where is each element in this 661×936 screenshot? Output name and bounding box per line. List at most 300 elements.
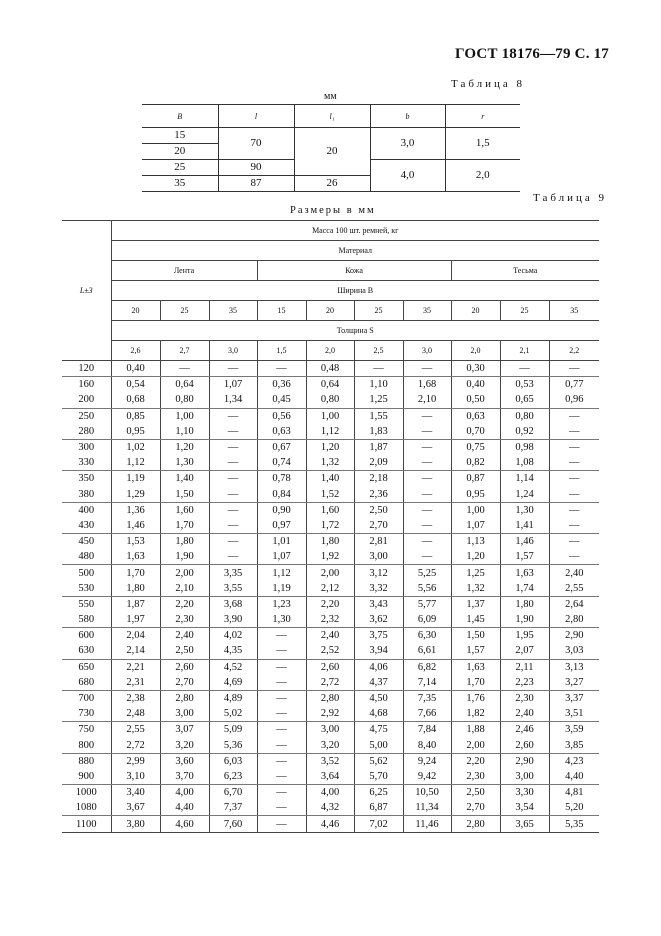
mass-cell: 2,60 — [500, 738, 549, 754]
mass-cell: 0,84 — [257, 487, 306, 503]
mass-cell: 1,63 — [111, 549, 160, 565]
length-cell: 380 — [62, 487, 111, 503]
mass-cell: 5,36 — [209, 738, 257, 754]
mass-cell: 1,14 — [500, 471, 549, 487]
mass-cell: 2,80 — [160, 690, 209, 706]
mass-cell: 1,88 — [451, 722, 500, 738]
mass-cell: 4,50 — [354, 690, 403, 706]
mass-cell: 1,57 — [500, 549, 549, 565]
mass-cell: 1,90 — [500, 612, 549, 628]
mass-cell: — — [354, 361, 403, 377]
table-row — [62, 722, 599, 738]
mass-cell: 2,18 — [354, 471, 403, 487]
mass-cell: 2,07 — [500, 643, 549, 659]
mass-cell: 6,87 — [354, 800, 403, 816]
mass-cell: 1,00 — [306, 408, 354, 424]
table-row — [62, 769, 599, 785]
mass-cell: 0,36 — [257, 377, 306, 393]
mass-cell: — — [209, 549, 257, 565]
thickness-value: 1,5 — [257, 341, 306, 361]
page-header: ГОСТ 18176—79 С. 17 — [455, 46, 609, 62]
length-cell: 880 — [78, 755, 95, 767]
length-cell: 650 — [78, 661, 95, 673]
mass-cell: 4,52 — [209, 659, 257, 675]
mass-cell: 5,20 — [549, 800, 599, 816]
mass-cell: 2,00 — [306, 565, 354, 581]
mass-cell: 1,40 — [160, 471, 209, 487]
mass-cell: 3,40 — [111, 785, 160, 801]
length-cell: 1000 — [75, 787, 97, 799]
mass-cell: 2,00 — [160, 565, 209, 581]
mass-cell: 6,09 — [403, 612, 451, 628]
mass-cell: 1,00 — [451, 502, 500, 518]
mass-cell: 5,35 — [549, 816, 599, 832]
table-row — [62, 361, 599, 377]
mass-cell: 1,70 — [111, 565, 160, 581]
mass-cell: 1,50 — [451, 628, 500, 644]
mass-cell: 0,70 — [451, 424, 500, 440]
mass-cell: 0,90 — [257, 502, 306, 518]
mass-cell: 11,46 — [403, 816, 451, 832]
mass-cell: 3,37 — [549, 690, 599, 706]
mass-cell: 0,68 — [111, 392, 160, 408]
table-row — [62, 612, 599, 628]
mass-cell: 1,07 — [209, 377, 257, 393]
mass-cell: 3,27 — [549, 675, 599, 691]
mass-cell: 2,09 — [354, 455, 403, 471]
mass-cell: 3,59 — [549, 722, 599, 738]
mass-cell: — — [549, 518, 599, 534]
mass-cell: 1,25 — [354, 392, 403, 408]
mass-cell: 2,20 — [306, 596, 354, 612]
mass-cell: 0,75 — [451, 439, 500, 455]
thickness-value: 2,0 — [451, 341, 500, 361]
mass-cell: 2,92 — [306, 706, 354, 722]
mass-cell: 4,69 — [209, 675, 257, 691]
mass-cell: — — [403, 439, 451, 455]
mass-cell: 3,90 — [209, 612, 257, 628]
mass-cell: 2,64 — [549, 596, 599, 612]
mass-cell: 2,14 — [111, 643, 160, 659]
mass-cell: 1,80 — [306, 534, 354, 550]
mass-cell: 1,20 — [306, 439, 354, 455]
mass-cell: 1,63 — [500, 565, 549, 581]
mass-cell: 1,55 — [354, 408, 403, 424]
table8-cell: 90 — [218, 160, 294, 176]
mass-cell: 1,87 — [354, 439, 403, 455]
table-row — [62, 706, 599, 722]
thickness-value: 2,1 — [500, 341, 549, 361]
mass-cell: — — [549, 439, 599, 455]
mass-cell: 1,32 — [306, 455, 354, 471]
mass-cell: 4,60 — [160, 816, 209, 832]
mass-cell: 0,53 — [500, 377, 549, 393]
mass-cell: 1,30 — [257, 612, 306, 628]
mass-cell: 1,10 — [354, 377, 403, 393]
mass-cell: — — [209, 534, 257, 550]
mass-cell: — — [403, 408, 451, 424]
mass-cell: — — [403, 518, 451, 534]
mass-cell: 1,20 — [160, 439, 209, 455]
mass-cell: 2,70 — [160, 675, 209, 691]
mass-cell: 2,11 — [500, 659, 549, 675]
table8-cell: 4,0 — [370, 160, 445, 192]
mass-cell: 1,20 — [451, 549, 500, 565]
mass-cell: 1,30 — [160, 455, 209, 471]
mass-cell: 3,00 — [160, 706, 209, 722]
length-cell: 330 — [62, 455, 111, 471]
table8-cell: 35 — [142, 176, 218, 192]
length-cell: 680 — [62, 675, 111, 691]
mass-cell: — — [257, 706, 306, 722]
table-row — [62, 392, 599, 408]
mass-cell: 4,32 — [306, 800, 354, 816]
mass-cell: 1,01 — [257, 534, 306, 550]
mass-cell: 9,24 — [403, 753, 451, 769]
mass-cell: 3,20 — [160, 738, 209, 754]
table-row — [62, 816, 599, 832]
table-row — [62, 675, 599, 691]
mass-cell: 1,30 — [500, 502, 549, 518]
mass-cell: 3,13 — [549, 659, 599, 675]
mass-cell: — — [257, 361, 306, 377]
mass-cell: 0,63 — [451, 408, 500, 424]
mass-cell: 0,67 — [257, 439, 306, 455]
table8-cell: 3,0 — [370, 128, 445, 160]
mass-cell: 1,68 — [403, 377, 451, 393]
width-value: 25 — [160, 301, 209, 321]
table-8 — [142, 104, 520, 192]
length-cell: 450 — [78, 536, 95, 548]
mass-cell: 1,76 — [451, 690, 500, 706]
mass-cell: 0,74 — [257, 455, 306, 471]
mass-cell: 1,72 — [306, 518, 354, 534]
mass-cell: 1,10 — [160, 424, 209, 440]
table8-cell: 70 — [218, 128, 294, 160]
length-cell: 500 — [78, 567, 95, 579]
mass-cell: 1,80 — [111, 581, 160, 597]
mass-cell: 0,40 — [111, 361, 160, 377]
mass-cell: — — [160, 361, 209, 377]
mass-cell: — — [257, 753, 306, 769]
length-cell: 120 — [62, 361, 111, 377]
table8-cell: 1,5 — [445, 128, 520, 160]
length-cell: 530 — [62, 581, 111, 597]
mass-cell: 7,66 — [403, 706, 451, 722]
mass-cell: — — [549, 424, 599, 440]
mass-cell: 2,50 — [160, 643, 209, 659]
mass-cell: 0,50 — [451, 392, 500, 408]
mass-cell: 6,70 — [209, 785, 257, 801]
mass-cell: 3,65 — [500, 816, 549, 832]
mass-cell: 1,37 — [451, 596, 500, 612]
mass-cell: 2,70 — [451, 800, 500, 816]
mass-cell: — — [209, 518, 257, 534]
mass-cell: 3,60 — [160, 753, 209, 769]
mass-cell: 8,40 — [403, 738, 451, 754]
mass-cell: 1,52 — [306, 487, 354, 503]
mass-cell: 2,80 — [549, 612, 599, 628]
mass-cell: 1,87 — [111, 596, 160, 612]
table8-col-l: l — [218, 105, 294, 128]
mass-cell: 1,07 — [257, 549, 306, 565]
mass-cell: 3,62 — [354, 612, 403, 628]
mass-cell: 0,80 — [160, 392, 209, 408]
table8-caption: Таблица 8 — [451, 78, 526, 90]
mass-cell: — — [257, 659, 306, 675]
table-9 — [62, 220, 599, 833]
mass-cell: 1,82 — [451, 706, 500, 722]
material-kozha: Кожа — [257, 261, 451, 281]
mass-cell: 5,09 — [209, 722, 257, 738]
mass-cell: 6,25 — [354, 785, 403, 801]
mass-cell: 3,64 — [306, 769, 354, 785]
mass-cell: 7,37 — [209, 800, 257, 816]
table8-cell: 20 — [294, 128, 370, 176]
length-cell: 550 — [78, 598, 95, 610]
mass-cell: 2,32 — [306, 612, 354, 628]
mass-cell: 3,30 — [500, 785, 549, 801]
mass-cell: 5,56 — [403, 581, 451, 597]
mass-cell: 1,25 — [451, 565, 500, 581]
width-value: 35 — [403, 301, 451, 321]
mass-cell: — — [209, 408, 257, 424]
mass-cell: 1,92 — [306, 549, 354, 565]
mass-cell: 3,70 — [160, 769, 209, 785]
length-cell: 730 — [62, 706, 111, 722]
mass-cell: 2,36 — [354, 487, 403, 503]
material-tesma: Тесьма — [451, 261, 599, 281]
table-row — [62, 534, 599, 550]
table8-cell: 87 — [218, 176, 294, 192]
mass-cell: — — [209, 424, 257, 440]
mass-cell: 4,35 — [209, 643, 257, 659]
mass-cell: 4,68 — [354, 706, 403, 722]
mass-cell: 2,04 — [111, 628, 160, 644]
mass-cell: 1,13 — [451, 534, 500, 550]
thickness-value: 3,0 — [403, 341, 451, 361]
table9-caption: Таблица 9 — [533, 192, 608, 204]
mass-cell: 1,63 — [451, 659, 500, 675]
mass-cell: 1,34 — [209, 392, 257, 408]
mass-cell: 0,95 — [451, 487, 500, 503]
mass-cell: 0,85 — [111, 408, 160, 424]
mass-cell: 6,82 — [403, 659, 451, 675]
width-value: 20 — [451, 301, 500, 321]
mass-cell: 5,70 — [354, 769, 403, 785]
mass-cell: 0,30 — [451, 361, 500, 377]
mass-cell: 0,96 — [549, 392, 599, 408]
length-cell: 900 — [62, 769, 111, 785]
table8-col-b: b — [370, 105, 445, 128]
mass-cell: 1,50 — [160, 487, 209, 503]
thickness-header: Толщина S — [111, 321, 599, 341]
mass-cell: 7,14 — [403, 675, 451, 691]
length-cell: 400 — [78, 504, 95, 516]
mass-cell: 0,54 — [111, 377, 160, 393]
mass-cell: 5,00 — [354, 738, 403, 754]
mass-cell: 1,19 — [257, 581, 306, 597]
table-row — [62, 471, 599, 487]
length-cell: 750 — [78, 724, 95, 736]
mass-cell: — — [549, 455, 599, 471]
length-cell: 700 — [78, 693, 95, 705]
mass-cell: — — [257, 769, 306, 785]
table-row — [62, 690, 599, 706]
length-cell: 200 — [62, 392, 111, 408]
mass-cell: 0,45 — [257, 392, 306, 408]
mass-cell: 2,72 — [111, 738, 160, 754]
length-cell: 280 — [62, 424, 111, 440]
mass-cell: — — [209, 487, 257, 503]
mass-cell: 1,23 — [257, 596, 306, 612]
mass-cell: 2,31 — [111, 675, 160, 691]
mass-cell: — — [500, 361, 549, 377]
table8-col-r: r — [445, 105, 520, 128]
length-cell: 430 — [62, 518, 111, 534]
mass-cell: — — [403, 424, 451, 440]
table-row — [62, 753, 599, 769]
mass-cell: 4,46 — [306, 816, 354, 832]
mass-cell: 2,40 — [306, 628, 354, 644]
table-row — [62, 455, 599, 471]
mass-cell: 0,40 — [451, 377, 500, 393]
mass-cell: 2,60 — [160, 659, 209, 675]
mass-cell: 5,77 — [403, 596, 451, 612]
mass-cell: 7,84 — [403, 722, 451, 738]
thickness-value: 2,0 — [306, 341, 354, 361]
table-row — [62, 565, 599, 581]
mass-cell: 2,23 — [500, 675, 549, 691]
length-cell: 600 — [78, 630, 95, 642]
mass-cell: 4,37 — [354, 675, 403, 691]
table9-subcaption: Размеры в мм — [290, 205, 376, 216]
mass-cell: 1,83 — [354, 424, 403, 440]
table8-cell: 20 — [142, 144, 218, 160]
width-value: 35 — [549, 301, 599, 321]
table-row — [62, 738, 599, 754]
mass-header: Масса 100 шт. ремней, кг — [111, 221, 599, 241]
length-cell: 580 — [62, 612, 111, 628]
table-row — [62, 800, 599, 816]
mass-cell: 2,40 — [549, 565, 599, 581]
mass-cell: 2,40 — [160, 628, 209, 644]
mass-cell: 3,07 — [160, 722, 209, 738]
mass-cell: 4,06 — [354, 659, 403, 675]
mass-cell: 3,80 — [111, 816, 160, 832]
table-row — [62, 659, 599, 675]
width-value: 25 — [354, 301, 403, 321]
table-row — [62, 439, 599, 455]
mass-cell: 3,54 — [500, 800, 549, 816]
mass-cell: — — [549, 471, 599, 487]
table-row — [62, 628, 599, 644]
table-row — [62, 424, 599, 440]
table8-col-l1: l₁ — [294, 105, 370, 128]
width-value: 20 — [111, 301, 160, 321]
mass-cell: 4,75 — [354, 722, 403, 738]
mass-cell: 1,41 — [500, 518, 549, 534]
table-row — [62, 408, 599, 424]
table-row — [62, 487, 599, 503]
table-row — [62, 596, 599, 612]
material-lenta: Лента — [111, 261, 257, 281]
mass-cell: 2,90 — [549, 628, 599, 644]
mass-cell: 6,30 — [403, 628, 451, 644]
table-row — [62, 549, 599, 565]
table8-cell: 26 — [294, 176, 370, 192]
thickness-value: 2,5 — [354, 341, 403, 361]
length-cell: 350 — [78, 473, 95, 485]
mass-cell: 2,12 — [306, 581, 354, 597]
mass-cell: 2,99 — [111, 753, 160, 769]
mass-cell: 2,40 — [500, 706, 549, 722]
mass-cell: 3,43 — [354, 596, 403, 612]
length-cell: 1100 — [62, 816, 111, 832]
mass-cell: 2,20 — [451, 753, 500, 769]
mass-cell: 2,55 — [549, 581, 599, 597]
mass-cell: 0,78 — [257, 471, 306, 487]
width-value: 20 — [306, 301, 354, 321]
mass-cell: 1,60 — [160, 502, 209, 518]
table-row — [142, 128, 520, 144]
width-header: Ширина B — [111, 281, 599, 301]
mass-cell: 2,81 — [354, 534, 403, 550]
mass-cell: — — [549, 361, 599, 377]
row-label-header: L±3 — [62, 221, 111, 361]
mass-cell: 1,36 — [111, 502, 160, 518]
mass-cell: 4,00 — [306, 785, 354, 801]
mass-cell: 1,29 — [111, 487, 160, 503]
mass-cell: 2,30 — [500, 690, 549, 706]
mass-cell: — — [257, 738, 306, 754]
mass-cell: 0,63 — [257, 424, 306, 440]
mass-cell: 11,34 — [403, 800, 451, 816]
mass-cell: 1,46 — [111, 518, 160, 534]
mass-cell: 0,64 — [306, 377, 354, 393]
table-row — [62, 643, 599, 659]
mass-cell: 3,55 — [209, 581, 257, 597]
mass-cell: 4,81 — [549, 785, 599, 801]
thickness-value: 3,0 — [209, 341, 257, 361]
mass-cell: 1,57 — [451, 643, 500, 659]
mass-cell: 2,60 — [306, 659, 354, 675]
mass-cell: 2,80 — [306, 690, 354, 706]
mass-cell: 1,74 — [500, 581, 549, 597]
mass-cell: 2,20 — [160, 596, 209, 612]
mass-cell: — — [209, 471, 257, 487]
mass-cell: 2,50 — [354, 502, 403, 518]
mass-cell: 0,56 — [257, 408, 306, 424]
mass-cell: 0,77 — [549, 377, 599, 393]
mass-cell: 2,46 — [500, 722, 549, 738]
mass-cell: — — [403, 487, 451, 503]
length-cell: 300 — [78, 442, 95, 454]
mass-cell: 6,23 — [209, 769, 257, 785]
table8-unit: мм — [324, 91, 337, 102]
mass-cell: 3,32 — [354, 581, 403, 597]
mass-cell: 2,48 — [111, 706, 160, 722]
mass-cell: 0,80 — [306, 392, 354, 408]
mass-cell: 0,65 — [500, 392, 549, 408]
mass-cell: 2,30 — [160, 612, 209, 628]
mass-cell: 6,03 — [209, 753, 257, 769]
mass-cell: — — [257, 785, 306, 801]
mass-cell: 2,00 — [451, 738, 500, 754]
mass-cell: 0,97 — [257, 518, 306, 534]
table-row — [62, 377, 599, 393]
mass-cell: 0,98 — [500, 439, 549, 455]
